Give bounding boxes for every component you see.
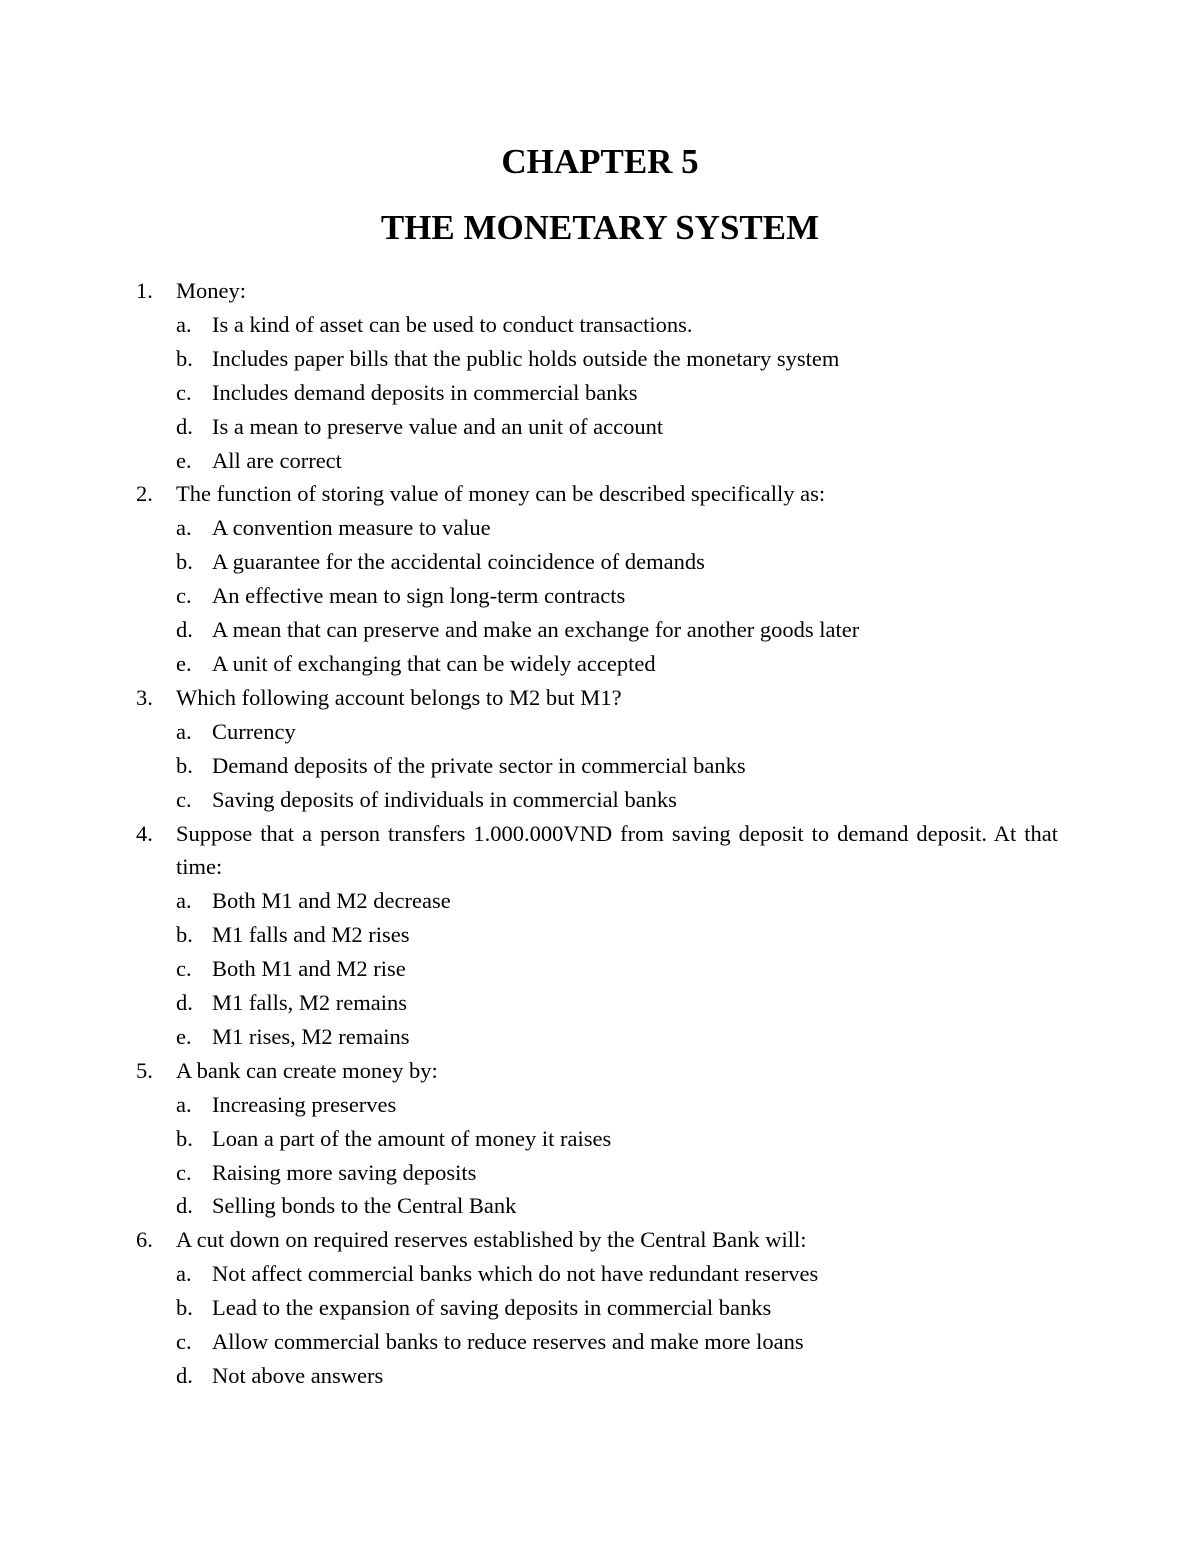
option-text: Loan a part of the amount of money it raises: [212, 1125, 612, 1151]
option-text: M1 rises, M2 remains: [212, 1023, 410, 1049]
option-list: [136, 715, 1058, 817]
option-item: [176, 1189, 1058, 1223]
option-text: A guarantee for the accidental coincidence of demands: [212, 549, 705, 575]
option-text: Currency: [212, 718, 296, 744]
option-letter: d.: [176, 617, 193, 643]
option-letter: d.: [176, 1193, 193, 1219]
option-item: [176, 952, 1058, 986]
option-item: [176, 1359, 1058, 1393]
option-text: Not above answers: [212, 1363, 384, 1388]
option-letter: b.: [176, 1125, 193, 1151]
question-3: [136, 681, 1058, 817]
option-letter: e.: [176, 1023, 192, 1049]
option-text: All are correct: [212, 447, 342, 473]
question-number: 5.: [136, 1057, 153, 1083]
question-5: [136, 1054, 1058, 1224]
option-text: Is a mean to preserve value and an unit of account: [212, 413, 664, 439]
question-number: 4.: [136, 820, 153, 846]
option-letter: c.: [176, 583, 192, 609]
option-text: Saving deposits of individuals in commercial banks: [212, 786, 677, 812]
option-item: [176, 647, 1058, 681]
option-letter: a.: [176, 888, 192, 914]
option-text: Demand deposits of the private sector in commercial banks: [212, 752, 746, 778]
option-letter: b.: [176, 1295, 193, 1321]
question-6: [136, 1223, 1058, 1393]
option-letter: e.: [176, 447, 192, 473]
option-letter: a.: [176, 1091, 192, 1117]
option-letter: c.: [176, 956, 192, 982]
question-text: A cut down on required reserves established by the Central Bank will:: [176, 1227, 807, 1253]
option-text: Not affect commercial banks which do not have redundant reserves: [212, 1261, 819, 1287]
option-letter: b.: [176, 345, 193, 371]
option-letter: a.: [176, 311, 192, 337]
option-item: [176, 1020, 1058, 1054]
option-item: [176, 1325, 1058, 1359]
option-item: [176, 1156, 1058, 1190]
option-text: A mean that can preserve and make an exchange for another goods later: [212, 617, 860, 643]
option-item: [176, 1291, 1058, 1325]
option-item: [176, 545, 1058, 579]
option-text: Includes paper bills that the public holds outside the monetary system: [212, 345, 840, 371]
option-text: An effective mean to sign long-term contracts: [212, 583, 626, 609]
option-list: [136, 1088, 1058, 1224]
option-letter: e.: [176, 650, 192, 676]
option-list: [136, 308, 1058, 478]
option-text: M1 falls and M2 rises: [212, 922, 410, 948]
option-item: [176, 986, 1058, 1020]
option-text: Raising more saving deposits: [212, 1159, 477, 1185]
option-letter: c.: [176, 1329, 192, 1355]
option-item: [176, 783, 1058, 817]
question-number: 2.: [136, 481, 153, 507]
option-letter: c.: [176, 1159, 192, 1185]
option-list: [136, 884, 1058, 1054]
option-item: [176, 715, 1058, 749]
option-item: [176, 1088, 1058, 1122]
option-item: [176, 918, 1058, 952]
option-text: Selling bonds to the Central Bank: [212, 1193, 517, 1219]
question-number: 6.: [136, 1227, 153, 1253]
option-item: [176, 376, 1058, 410]
option-item: [176, 444, 1058, 478]
option-item: [176, 308, 1058, 342]
option-text: Includes demand deposits in commercial banks: [212, 379, 638, 405]
question-4: [136, 817, 1058, 1054]
question-text: Money:: [176, 278, 246, 303]
option-text: Both M1 and M2 decrease: [212, 888, 451, 914]
option-item: [176, 1122, 1058, 1156]
chapter-heading: CHAPTER 5: [501, 142, 699, 181]
option-letter: d.: [176, 1363, 193, 1388]
option-text: Is a kind of asset can be used to conduct transactions.: [212, 311, 693, 337]
question-1: [136, 274, 1058, 477]
option-letter: b.: [176, 752, 193, 778]
option-item: [176, 613, 1058, 647]
option-item: [176, 749, 1058, 783]
option-letter: c.: [176, 786, 192, 812]
option-letter: a.: [176, 718, 192, 744]
option-text: M1 falls, M2 remains: [212, 990, 407, 1016]
question-number: 1.: [136, 278, 153, 303]
option-letter: a.: [176, 1261, 192, 1287]
question-2: [136, 477, 1058, 680]
option-list: [136, 511, 1058, 681]
option-list: [136, 1257, 1058, 1393]
option-letter: c.: [176, 379, 192, 405]
option-letter: d.: [176, 990, 193, 1016]
option-letter: a.: [176, 515, 192, 541]
option-item: [176, 511, 1058, 545]
question-text: Which following account belongs to M2 but M1?: [176, 684, 622, 710]
option-item: [176, 579, 1058, 613]
option-letter: b.: [176, 549, 193, 575]
option-item: [176, 410, 1058, 444]
option-letter: b.: [176, 922, 193, 948]
option-item: [176, 342, 1058, 376]
question-text: The function of storing value of money can be described specifically as:: [176, 481, 826, 507]
question-list: [136, 274, 1058, 1393]
question-text: A bank can create money by:: [176, 1057, 438, 1083]
option-text: Both M1 and M2 rise: [212, 956, 406, 982]
chapter-title: THE MONETARY SYSTEM: [380, 208, 820, 247]
question-number: 3.: [136, 684, 153, 710]
option-text: Lead to the expansion of saving deposits in commercial banks: [212, 1295, 772, 1321]
option-text: Allow commercial banks to reduce reserves and make more loans: [212, 1329, 804, 1355]
option-item: [176, 884, 1058, 918]
question-text: Suppose that a person transfers 1.000.000VND from saving deposit to demand deposit. At that time:: [176, 820, 1058, 880]
option-item: [176, 1257, 1058, 1291]
option-text: A convention measure to value: [212, 515, 491, 541]
option-text: A unit of exchanging that can be widely accepted: [212, 650, 656, 676]
option-text: Increasing preserves: [212, 1091, 397, 1117]
option-letter: d.: [176, 413, 193, 439]
